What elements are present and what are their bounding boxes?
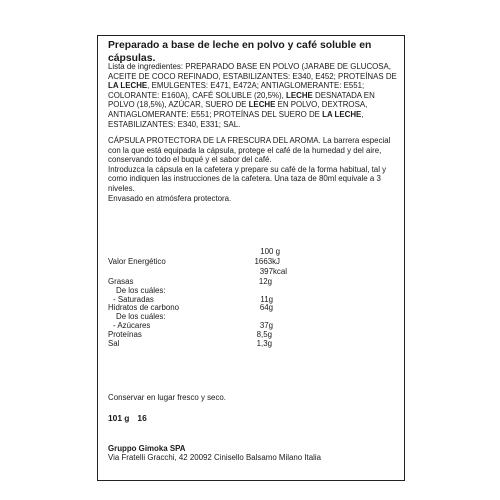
salt-label: Sal [108, 339, 120, 348]
ingredients-text: DESNATADA EN POLVO (18,5%), AZÚCAR, SUERO DE [108, 90, 375, 110]
protein-value: 8,5g [256, 330, 272, 339]
ingredients-list [108, 62, 401, 129]
net-weight-line [108, 413, 147, 423]
energy-kj-value: 1663kJ [254, 257, 280, 266]
capsule-description: CÁPSULA PROTECTORA DE LA FRESCURA DEL AROMA. La barrera especial con la que está equipada la cápsula, protege el café de la humedad y del aire, conservando todo el buqué y el sabor del café. [108, 136, 391, 165]
allergen-highlight: LECHE [286, 90, 313, 100]
fat-of-which-label: De los cuáles: [116, 286, 166, 295]
fat-value: 12g [258, 277, 272, 286]
allergen-highlight: LA LECHE [108, 81, 148, 91]
ingredients-text: , EMULGENTES: E471, E472A; ANTIAGLOMERANTE: E551; COLORANTE: E160A), CAFÉ SOLUBLE (20,5%), [108, 81, 365, 100]
net-weight: 101 g [108, 413, 130, 423]
saturated-value: 11g [260, 295, 273, 304]
energy-label: Valor Energético [108, 257, 166, 266]
sugars-value: 37g [259, 321, 273, 330]
carbs-value: 64g [259, 303, 273, 312]
unit-count: 16 [137, 413, 147, 423]
allergen-highlight: LECHE [248, 100, 276, 110]
protein-label: Proteínas [108, 330, 142, 339]
packaging-note: Envasado en atmósfera protectora. [108, 193, 232, 203]
carbs-of-which-label: De los cuáles: [116, 312, 166, 321]
nutrition-per-header: 100 g [260, 247, 280, 256]
salt-value: 1,3g [256, 339, 272, 348]
capsule-section [108, 136, 401, 203]
preparation-instructions: Introduzca la cápsula en la cafetera y prepare su café de la forma habitual, tal y como indiquen las instrucciones de la cafetera. Una taza de 80ml equivale a 3 niveles. [108, 164, 387, 193]
energy-kcal-value: 397kcal [259, 267, 287, 276]
company-name: Gruppo Gimoka SPA [108, 444, 186, 453]
storage-instructions: Conservar en lugar fresco y seco. [108, 393, 226, 402]
allergen-highlight: LA LECHE [322, 109, 362, 119]
saturated-label: - Saturadas [113, 295, 154, 304]
carbs-label: Hidratos de carbono [108, 303, 180, 312]
fat-label: Grasas [108, 277, 134, 286]
ingredients-text: EN POLVO, DEXTROSA, ANTIAGLOMERANTE: E551; PROTEÍNAS DEL SUERO DE [108, 100, 368, 119]
product-title: Preparado a base de leche en polvo y café soluble en cápsulas. [108, 40, 372, 64]
company-address: Via Fratelli Gracchi, 42 20092 Cinisello Balsamo Milano Italia [108, 453, 322, 462]
ingredients-text: Lista de ingredientes: PREPARADO BASE EN POLVO (JARABE DE GLUCOSA, ACEITE DE COCO REFINADO, ESTABILIZANTES: E340, E452; PROTEÍNAS DE [108, 62, 397, 81]
sugars-label: - Azúcares [113, 321, 151, 330]
ingredients-text: , ESTABILIZANTES: E340, E331; SAL. [108, 109, 364, 129]
